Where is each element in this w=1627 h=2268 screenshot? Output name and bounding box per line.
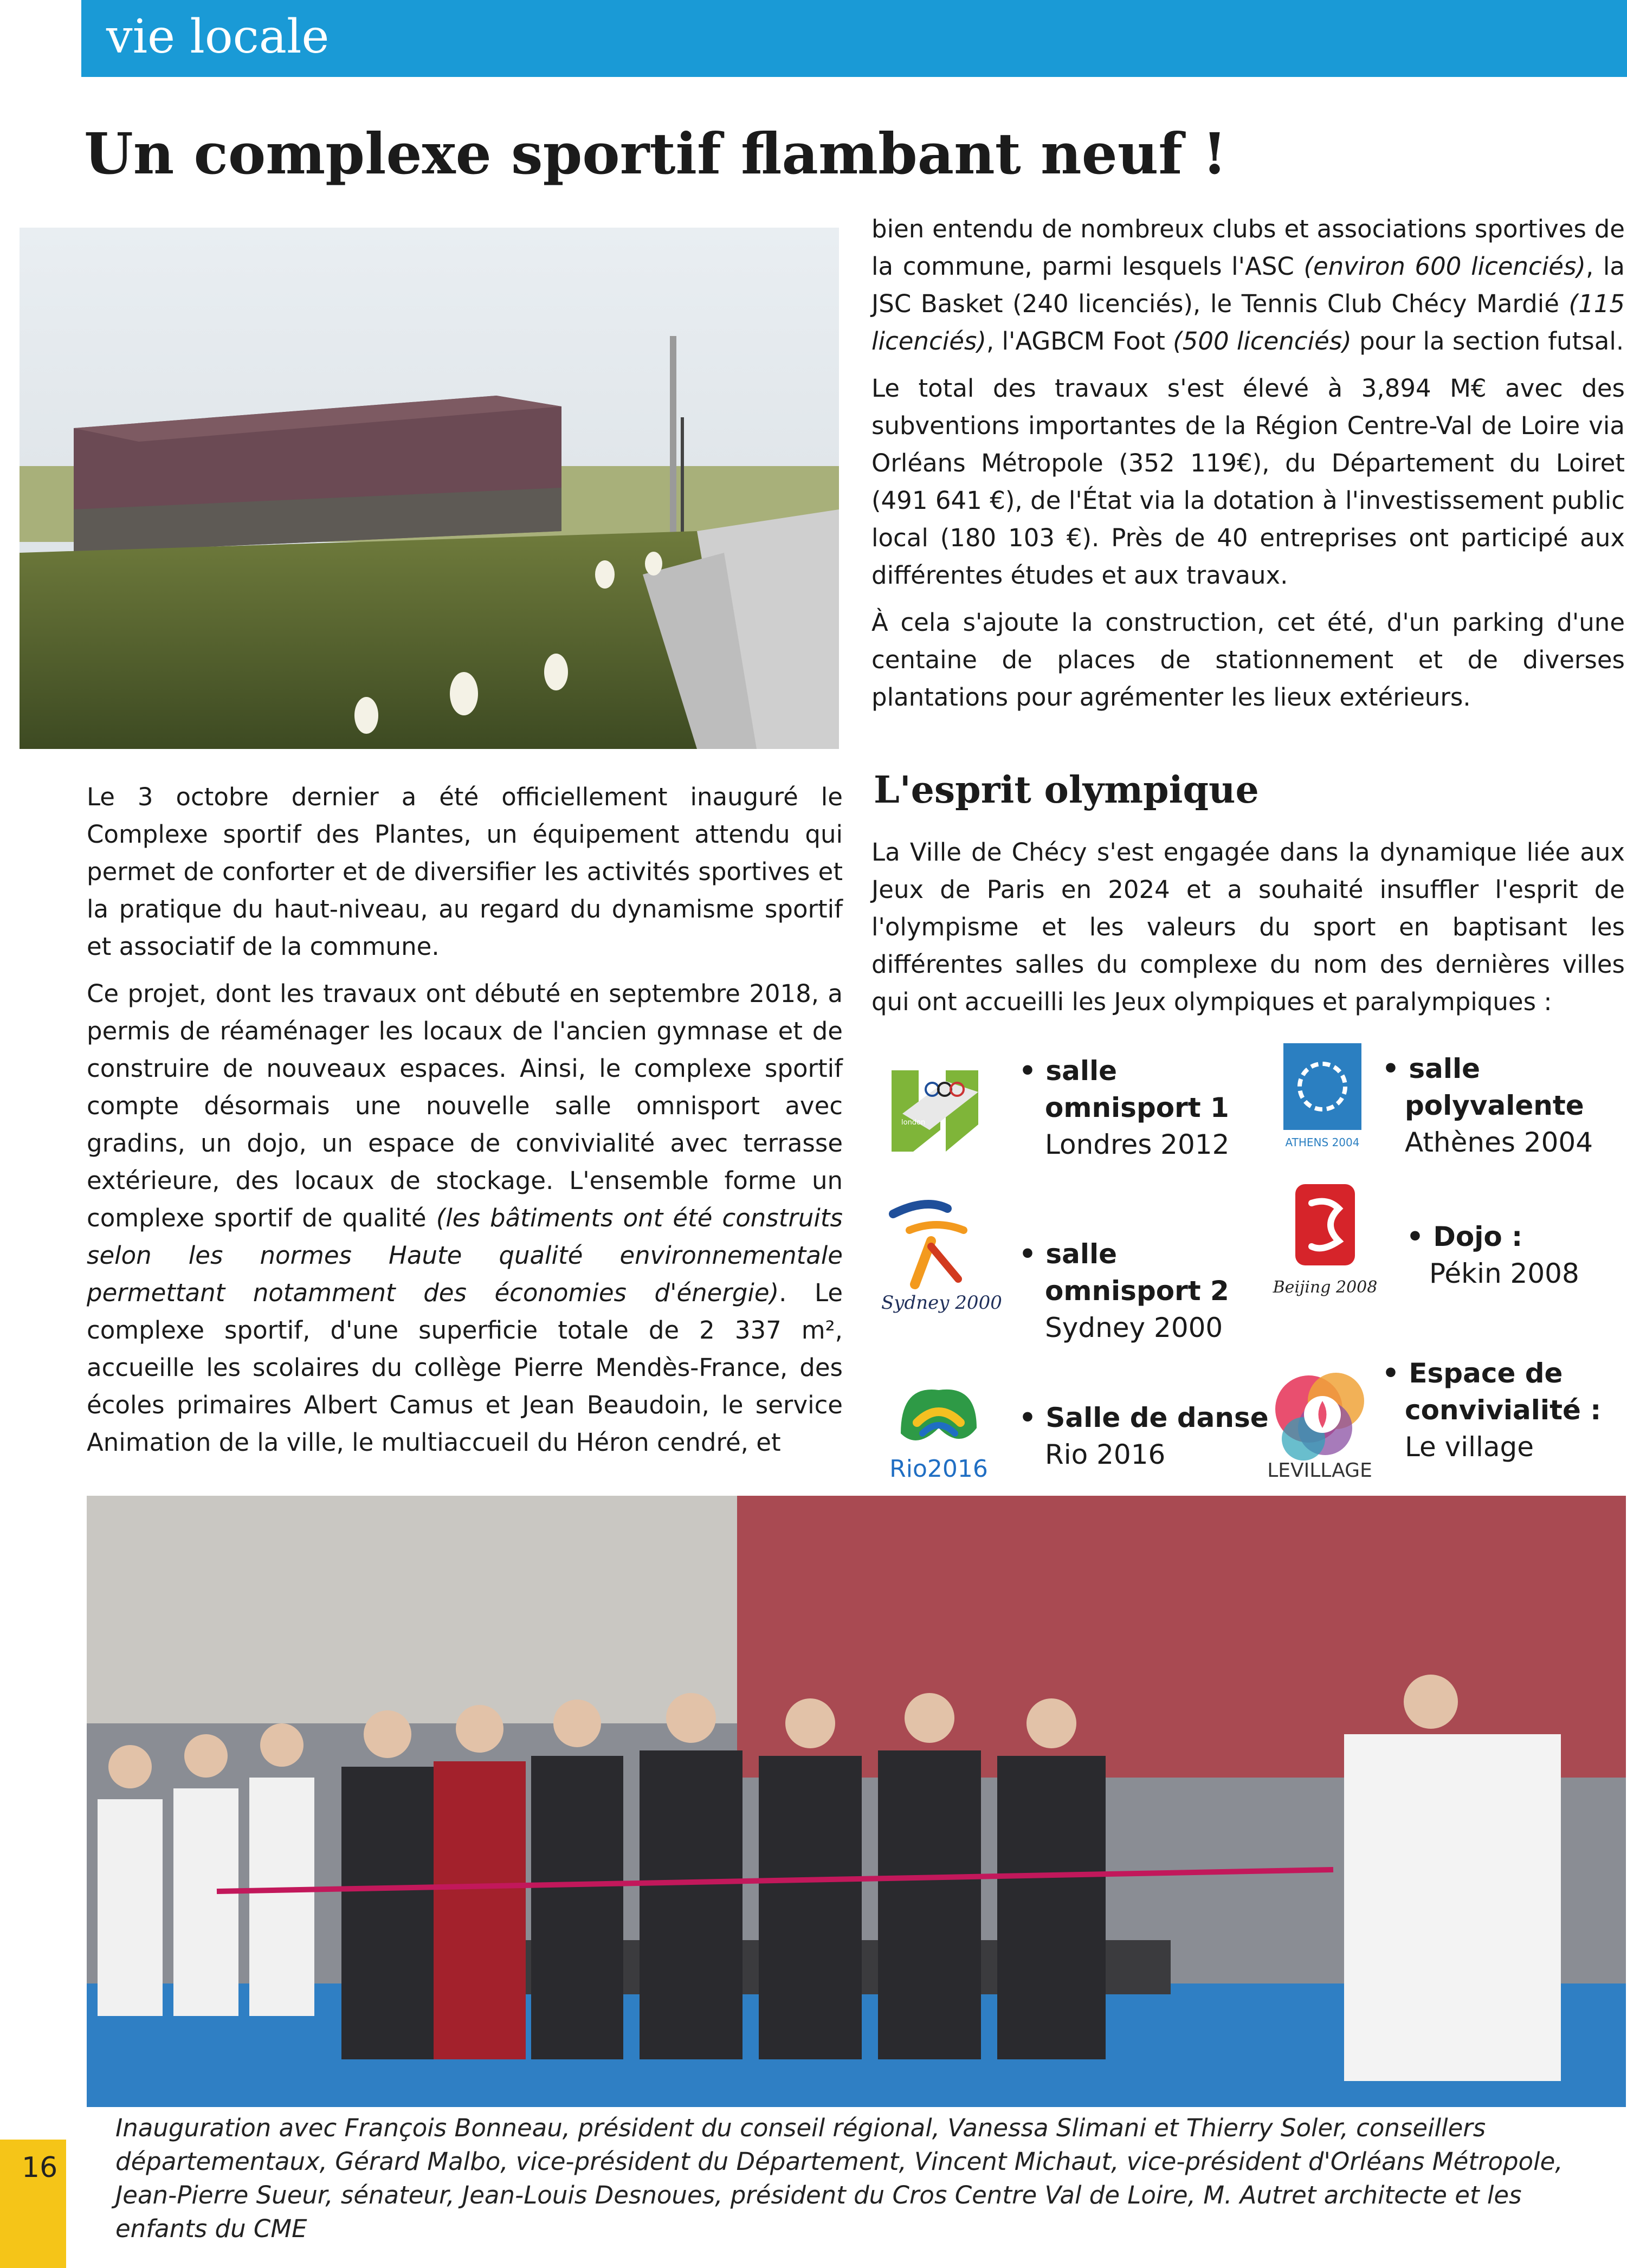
venue-sydney-city: Sydney 2000: [1045, 1312, 1223, 1343]
beijing-logo-text: Beijing 2008: [1273, 1278, 1378, 1297]
venue-village-name: convivialité :: [1405, 1394, 1602, 1426]
paragraph-budget: Le total des travaux s'est élevé à 3,894 M€ avec des subventions importantes de la Région Centre-Val de Loire via Orléans Métropole (352 119€), du Département du Loiret (491 641 €), de l'État via la dotation à l'investissement public local (180 103 €). Près de 40 entreprises ont participé aux différentes études et aux travaux.: [871, 374, 1625, 590]
beijing-2008-logo: [1263, 1181, 1387, 1301]
venue-london: [1019, 1052, 1229, 1163]
section-band: [81, 0, 1627, 77]
venue-village-type: • Espace de: [1382, 1358, 1563, 1389]
photo-caption: Inauguration avec François Bonneau, président du conseil régional, Vanessa Slimani et Thierry Soler, conseillers départementaux, Gérard Malbo, vice-président du Département, Vincent Michaut, vice-président d'Orléans Métropole, Jean-Pierre Sueur, sénateur, Jean-Louis Desnoues, président du Cros Centre Val de Loire, M. Autret architecte et les enfants du CME: [115, 2114, 1563, 2243]
london-2012-logo: [881, 1059, 989, 1162]
rio-2016-logo: [879, 1374, 998, 1482]
venue-village-city: Le village: [1405, 1431, 1534, 1463]
venue-rio-type: • Salle de danse: [1019, 1402, 1269, 1433]
venue-athens: [1382, 1050, 1593, 1161]
venue-london-type: • salle: [1019, 1055, 1118, 1087]
section-label: vie locale: [106, 10, 330, 64]
venue-beijing-type: • Dojo :: [1406, 1221, 1523, 1252]
le-village-logo: [1255, 1358, 1385, 1482]
venue-rio-city: Rio 2016: [1045, 1439, 1166, 1470]
article-column-left: [87, 778, 843, 1471]
venue-rio: [1019, 1399, 1269, 1473]
venue-beijing-city: Pékin 2008: [1429, 1258, 1579, 1289]
athens-logo-text: ATHENS 2004: [1285, 1136, 1360, 1149]
paragraph-olympic: La Ville de Chécy s'est engagée dans la dynamique liée aux Jeux de Paris en 2024 et a souhaité insuffler l'esprit de l'olympisme et les valeurs du sport en baptisant les différentes salles du complexe du nom des dernières villes qui ont accueilli les Jeux olympiques et paralympiques :: [871, 838, 1625, 1016]
venue-sydney-name: omnisport 2: [1045, 1275, 1229, 1307]
venue-athens-name: polyvalente: [1405, 1090, 1584, 1121]
paragraph-parking: À cela s'ajoute la construction, cet été, d'un parking d'une centaine de places de stationnement et de diverses plantations pour agrémenter les lieux extérieurs.: [871, 608, 1625, 712]
paragraph-intro: Le 3 octobre dernier a été officiellement inauguré le Complexe sportif des Plantes, un équipement attendu qui permet de conforter et de diversifier les activités sportives et la pratique du haut-niveau, au regard du dynamisme sportif et associatif de la commune.: [87, 783, 843, 961]
venue-sydney: [1019, 1236, 1229, 1346]
venue-london-city: Londres 2012: [1045, 1129, 1230, 1160]
inauguration-photo: [87, 1496, 1626, 2107]
village-logo-text: LEVILLAGE: [1267, 1459, 1372, 1482]
page-number-tab: [0, 2140, 66, 2268]
venue-london-name: omnisport 1: [1045, 1092, 1229, 1123]
london-logo-text: london: [901, 1119, 926, 1127]
headline: Un complexe sportif flambant neuf !: [84, 120, 1227, 187]
paragraph-project: Ce projet, dont les travaux ont débuté en septembre 2018, a permis de réaménager les locaux de l'ancien gymnase et de construire de nouveaux espaces. Ainsi, le complexe sportif compte désormais une nouvelle salle omnisport avec gradins, un dojo, un espace de convivialité avec terrasse extérieure, des locaux de stockage. L'ensemble forme un complexe sportif de qualité (les bâtiments ont été construits selon les normes Haute qualité environnementale permettant notamment des économies d'énergie). Le complexe sportif, d'une superficie totale de 2 337 m², accueille les scolaires du collège Pierre Mendès-France, des écoles primaires Albert Camus et Jean Beaudoin, le service Animation de la ville, le multiaccueil du Héron cendré, et: [87, 979, 843, 1457]
venue-village: [1382, 1355, 1601, 1465]
sydney-2000-logo: [877, 1192, 1002, 1317]
article-column-right: [871, 210, 1625, 726]
venue-athens-city: Athènes 2004: [1405, 1127, 1593, 1158]
sydney-logo-text: Sydney 2000: [881, 1292, 1002, 1314]
building-photo: [20, 228, 839, 749]
subheading-olympic: L'esprit olympique: [874, 768, 1259, 812]
olympic-column: [871, 833, 1625, 1030]
rio-logo-text: Rio2016: [889, 1455, 988, 1482]
venue-athens-type: • salle: [1382, 1053, 1481, 1084]
page-number: 16: [22, 2151, 58, 2184]
venue-beijing: [1406, 1218, 1579, 1292]
athens-2004-logo: [1279, 1043, 1366, 1152]
paragraph-clubs: bien entendu de nombreux clubs et associations sportives de la commune, parmi lesquels l'ASC (environ 600 licenciés), la JSC Basket (240 licenciés), le Tennis Club Chécy Mardié (115 licenciés), l'AGBCM Foot (500 licenciés) pour la section futsal.: [871, 215, 1625, 356]
venue-sydney-type: • salle: [1019, 1238, 1118, 1270]
